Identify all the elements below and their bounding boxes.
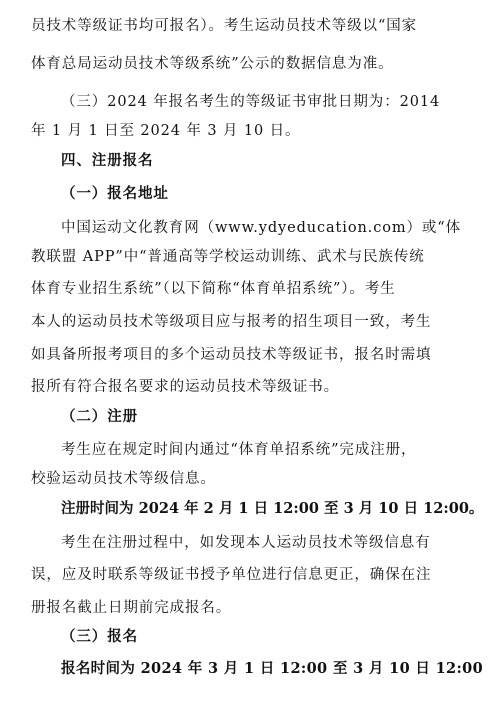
paragraph-line-12: 校验运动员技术等级信息。 bbox=[31, 471, 216, 487]
paragraph-line-13: 考生在注册过程中，如发现本人运动员技术等级信息有 bbox=[61, 535, 431, 551]
paragraph-line-7: 体育专业招生系统”（以下简称“体育单招系统”）。考生 bbox=[31, 281, 396, 297]
paragraph-line-15: 册报名截止日期前完成报名。 bbox=[31, 600, 232, 616]
paragraph-line-11: 考生应在规定时间内通过“体育单招系统”完成注册， bbox=[61, 442, 417, 458]
section-heading-register: 四、注册报名 bbox=[61, 153, 154, 169]
subsection-heading-address: （一）报名地址 bbox=[61, 185, 169, 202]
registration-time: 注册时间为 2024 年 2 月 1 日 12:00 至 3 月 10 日 12:00。 bbox=[61, 500, 484, 517]
paragraph-line-3: （三）2024 年报名考生的等级证书审批日期为：2014 bbox=[61, 94, 441, 110]
paragraph-line-10: 报所有符合报名要求的运动员技术等级证书。 bbox=[31, 379, 339, 395]
paragraph-line-4: 年 1 月 1 日至 2024 年 3 月 10 日。 bbox=[31, 123, 301, 139]
subsection-heading-register: （二）注册 bbox=[61, 408, 138, 425]
paragraph-line-8: 本人的运动员技术等级项目应与报考的招生项目一致，考生 bbox=[31, 314, 432, 330]
subsection-heading-enroll: （三）报名 bbox=[61, 628, 138, 645]
paragraph-line-14: 误，应及时联系等级证书授予单位进行信息更正，确保在注 bbox=[31, 567, 432, 583]
paragraph-line-1: 员技术等级证书均可报名）。考生运动员技术等级以“国家 bbox=[31, 18, 418, 34]
paragraph-line-5: 中国运动文化教育网（www.ydyeducation.com）或“体 bbox=[61, 220, 462, 236]
paragraph-line-2: 体育总局运动员技术等级系统”公示的数据信息为准。 bbox=[31, 56, 394, 72]
paragraph-line-9: 如具备所报考项目的多个运动员技术等级证书，报名时需填 bbox=[31, 347, 432, 363]
enrollment-time: 报名时间为 2024 年 3 月 1 日 12:00 至 3 月 10 日 12:00 bbox=[61, 660, 484, 677]
paragraph-line-6: 教联盟 APP”中“普通高等学校运动训练、武术与民族传统 bbox=[31, 249, 425, 265]
